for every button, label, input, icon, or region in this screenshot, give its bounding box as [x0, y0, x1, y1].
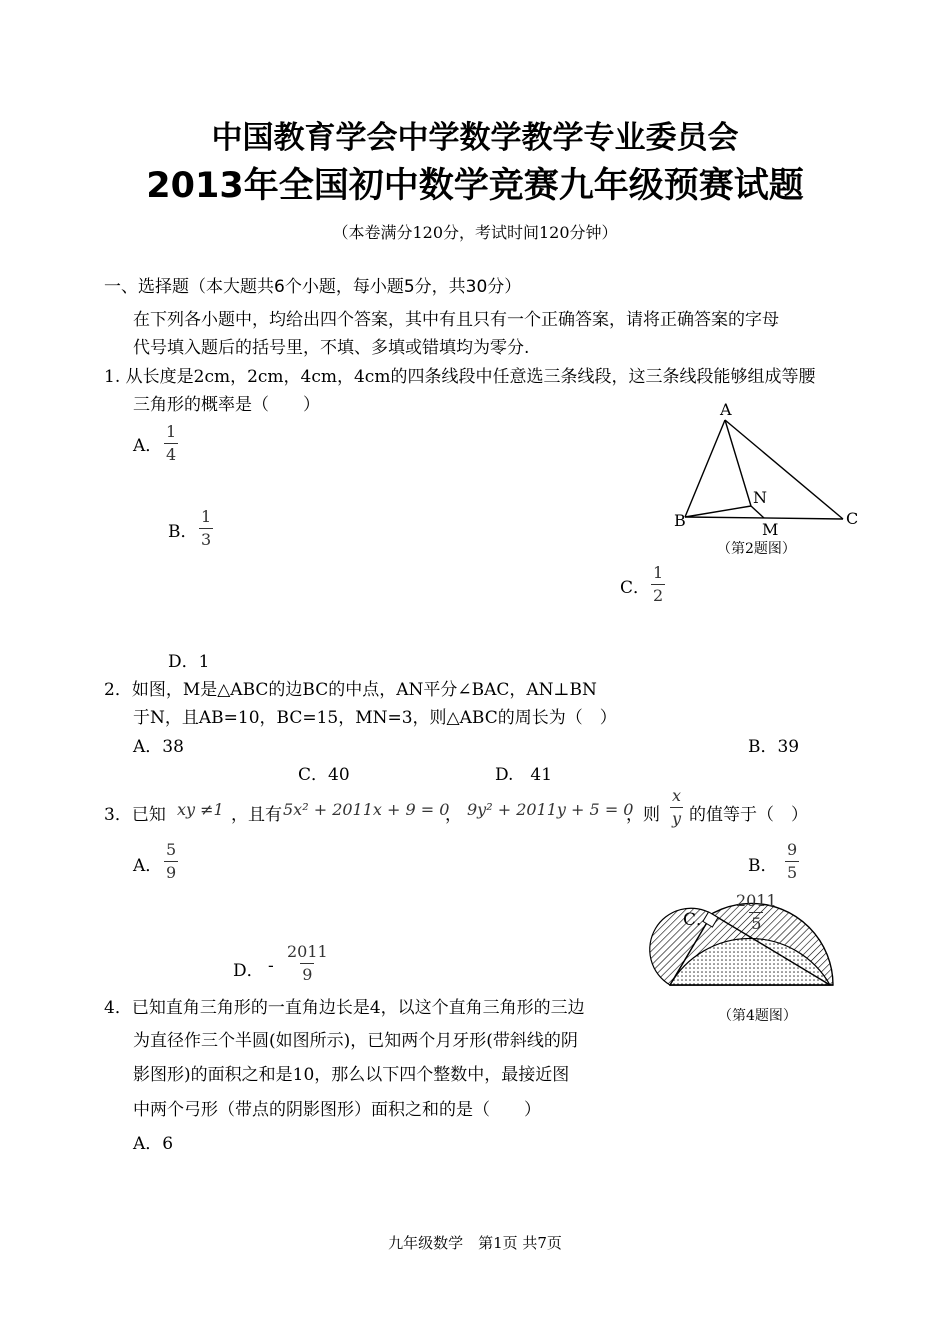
q3-b-numerator: 9: [787, 840, 798, 859]
fig2-label-a: A: [720, 400, 732, 419]
q3-frac-numerator: x: [672, 786, 682, 805]
fig2-side-ab: [685, 420, 725, 517]
q2-option-c: C．40: [298, 765, 350, 785]
q1-option-c-fraction: [651, 565, 665, 604]
q3-option-c-fraction: [734, 893, 779, 932]
q3-frac-denominator: y: [672, 809, 682, 828]
fig2-segment-mn: [751, 506, 764, 518]
fig2-side-ac: [725, 420, 843, 519]
figure-q2: [665, 395, 865, 560]
q4-line3: 影图形)的面积之和是10，那么以下四个整数中，最接近图: [133, 1065, 570, 1085]
page-footer: 九年级数学 第1页 共7页: [388, 1234, 562, 1252]
q3-x-over-y: [670, 788, 683, 827]
q4-option-a: A．6: [133, 1134, 174, 1154]
q3-b-denominator: 5: [787, 863, 798, 882]
q3-c-numerator: 2011: [736, 891, 777, 910]
q1-a-numerator: 1: [166, 422, 177, 441]
q1-option-a-label: A．: [133, 436, 163, 456]
q1-option-c-label: C．: [620, 578, 651, 598]
title-line2: 2013年全国初中数学竞赛九年级预赛试题: [146, 166, 804, 206]
q3-a-numerator: 5: [166, 840, 177, 859]
section-instruction-line1: 在下列各小题中，均给出四个答案，其中有且只有一个正确答案，请将正确答案的字母: [133, 310, 779, 330]
q3-condition: xy ≠1: [177, 800, 224, 819]
fig4-caption: （第4题图）: [718, 1008, 797, 1024]
q3-option-a-fraction: [164, 842, 178, 881]
q3-suffix: 的值等于（ ）: [689, 805, 808, 825]
fig2-label-c: C: [846, 509, 859, 528]
q4-line1: 4．已知直角三角形的一直角边长是4，以这个直角三角形的三边: [104, 998, 585, 1018]
q1-b-numerator: 1: [201, 507, 212, 526]
q3-option-d-fraction: [285, 944, 330, 983]
q3-option-c-label: C．: [683, 910, 714, 930]
q3-option-d-sign: -: [268, 956, 274, 976]
q3-option-d-label: D．: [233, 961, 264, 981]
title-line1: 中国教育学会中学数学教学专业委员会: [211, 120, 739, 156]
q3-mid: ，且有: [231, 805, 282, 825]
q2-option-b: B．39: [748, 737, 800, 757]
q1-c-numerator: 1: [653, 563, 664, 582]
fig2-label-b: B: [674, 511, 686, 530]
q1-option-a-fraction: [164, 424, 178, 463]
q4-line4: 中两个弓形（带点的阴影图形）面积之和的是（ ）: [133, 1100, 541, 1120]
fig2-segment-bn: [685, 506, 751, 517]
q2-option-a: A．38: [133, 737, 184, 757]
q2-option-d: D. 41: [495, 765, 553, 785]
section-heading: 一、选择题（本大题共6个小题，每小题5分，共30分）: [104, 277, 522, 297]
q3-equation1: 5x² + 2011x + 9 = 0: [283, 800, 450, 819]
q1-c-denominator: 2: [653, 586, 664, 605]
q1-b-denominator: 3: [201, 530, 212, 549]
q3-c-denominator: 5: [751, 914, 762, 933]
q3-then: ，则: [626, 805, 660, 825]
q3-separator: ，: [445, 805, 462, 825]
q3-a-denominator: 9: [166, 863, 177, 882]
fig2-label-n: N: [753, 488, 767, 507]
q3-prefix: 3．已知: [104, 805, 166, 825]
q1-option-d: D．1: [168, 652, 210, 672]
q1-line2: 三角形的概率是（ ）: [133, 395, 320, 415]
q3-d-denominator: 9: [302, 965, 313, 984]
section-instruction-line2: 代号填入题后的括号里，不填、多填或错填均为零分.: [133, 338, 530, 358]
q1-a-denominator: 4: [166, 445, 177, 464]
q1-option-b-label: B．: [168, 522, 198, 542]
q1-option-b-fraction: [199, 509, 213, 548]
q1-line1: 1. 从长度是2cm，2cm，4cm，4cm的四条线段中任意选三条线段，这三条线段能够组成等腰: [104, 367, 816, 387]
fig2-label-m: M: [762, 520, 779, 539]
q3-option-b-label: B．: [748, 856, 778, 876]
q2-line1: 2．如图，M是△ABC的边BC的中点，AN平分∠BAC，AN⊥BN: [104, 680, 597, 700]
q4-line2: 为直径作三个半圆(如图所示)，已知两个月牙形(带斜线的阴: [133, 1031, 578, 1051]
q3-d-numerator: 2011: [287, 942, 328, 961]
fig2-segment-an: [725, 420, 751, 506]
q2-line2: 于N，且AB=10，BC=15，MN=3，则△ABC的周长为（ ）: [133, 708, 617, 728]
exam-subtitle: （本卷满分120分，考试时间120分钟）: [332, 223, 618, 242]
fig2-caption: （第2题图）: [717, 541, 796, 557]
q3-equation2: 9y² + 2011y + 5 = 0: [467, 800, 634, 819]
q3-option-a-label: A．: [133, 856, 163, 876]
